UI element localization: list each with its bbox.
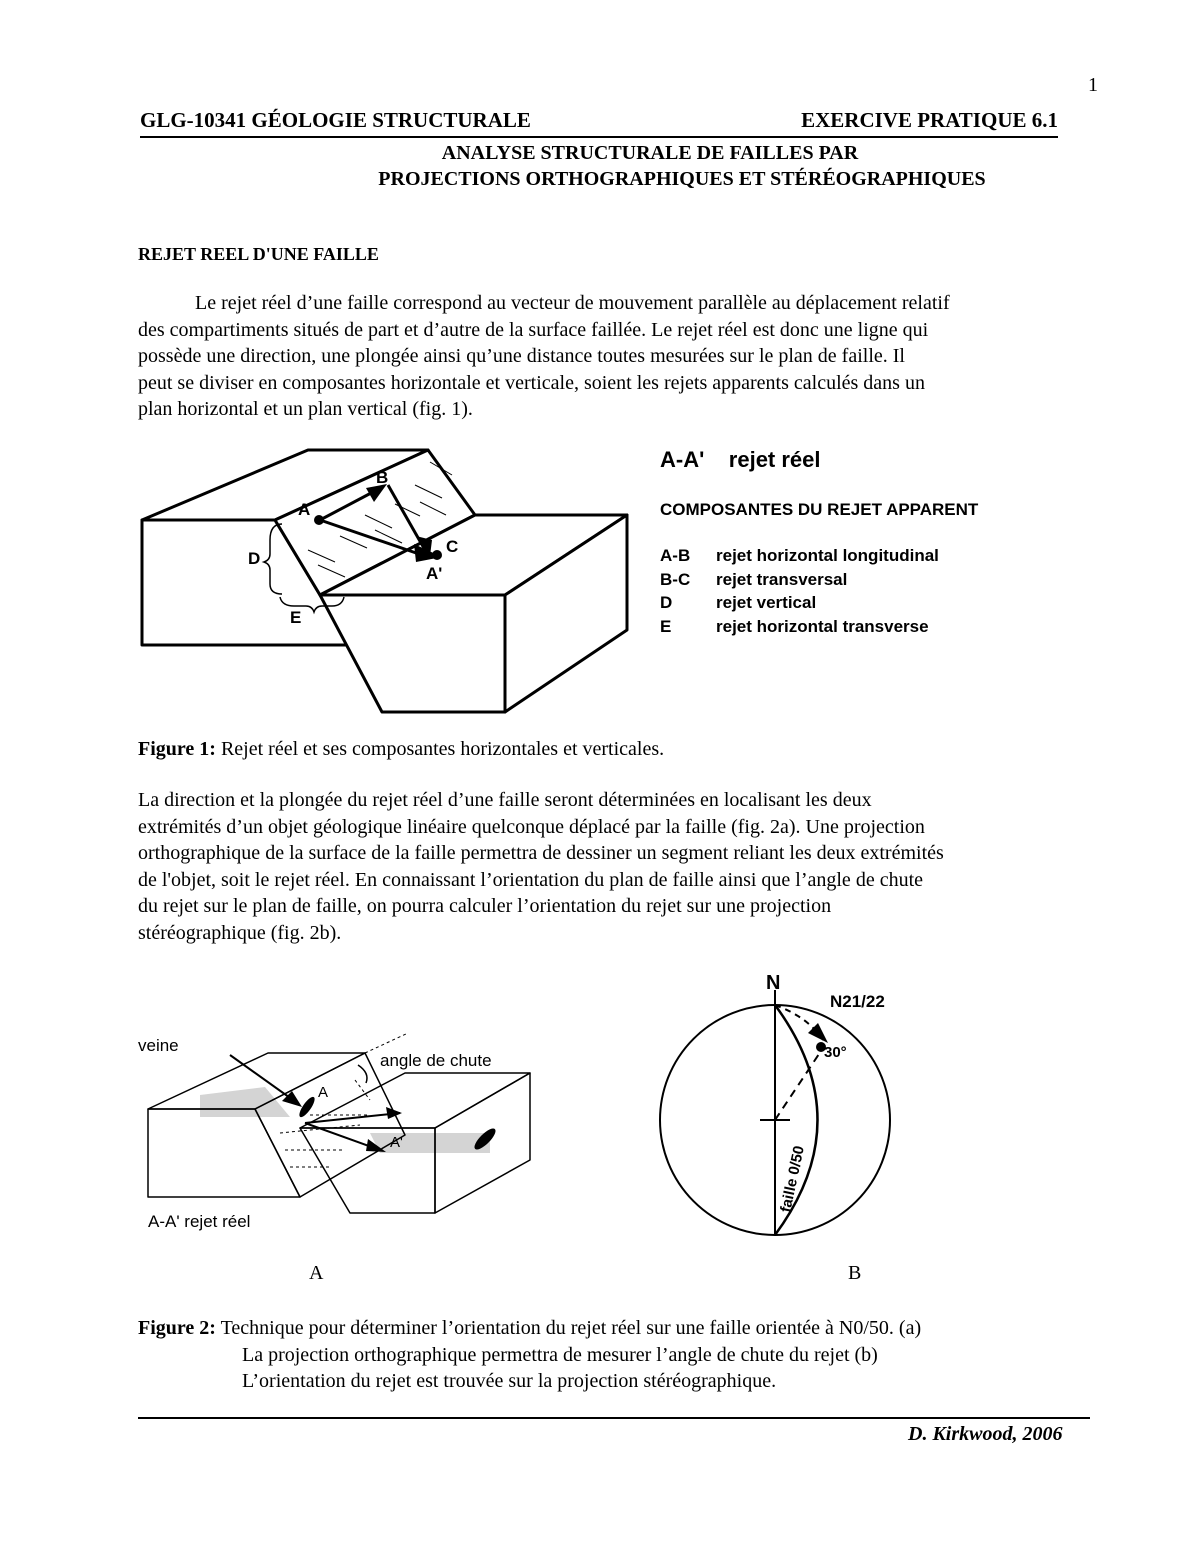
legend-title: A-A' rejet réel xyxy=(660,447,821,472)
label-a: A xyxy=(318,1084,329,1101)
label-angle: 30° xyxy=(824,1044,847,1061)
figure-2a-block-diagram xyxy=(130,1025,540,1240)
label-fault-plane: faille 0/50 xyxy=(777,1144,808,1214)
legend-row xyxy=(660,593,939,617)
figure-2b-stereonet xyxy=(650,965,910,1245)
label-lineation: N21/22 xyxy=(830,992,885,1011)
legend-key: A-B xyxy=(660,546,691,565)
vein-end-a xyxy=(297,1095,317,1119)
legend-row xyxy=(660,617,939,641)
label-a-prime: A' xyxy=(426,564,443,583)
legend-heading: COMPOSANTES DU REJET APPARENT xyxy=(660,500,979,519)
paragraph-1 xyxy=(138,290,1098,423)
figure-1-caption-text: Rejet réel et ses composantes horizontales et verticales. xyxy=(215,738,665,760)
paragraph-2-line: La direction et la plongée du rejet réel d’une faille seront déterminées en localisant les deux xyxy=(138,789,872,811)
course-title: GLG-10341 GÉOLOGIE STRUCTURALE xyxy=(140,108,531,132)
label-angle-de-chute: angle de chute xyxy=(380,1051,492,1070)
figure-1-caption-label: Figure 1: xyxy=(138,738,216,760)
figure-2-caption-line: L’orientation du rejet est trouvée sur la projection stéréographique. xyxy=(242,1370,777,1392)
legend-row xyxy=(660,546,939,570)
legend-key: B-C xyxy=(660,569,691,589)
label-rejet-reel: A-A' rejet réel xyxy=(148,1212,251,1231)
lineation-arrow xyxy=(808,1023,828,1043)
label-c: C xyxy=(446,537,459,556)
legend-text: rejet horizontal transverse xyxy=(716,616,929,636)
paragraph-2-line: du rejet sur le plan de faille, on pourra calculer l’orientation du rejet sur une projection xyxy=(138,895,832,917)
paragraph-2 xyxy=(138,787,1098,946)
paragraph-2-line: de l'objet, soit le rejet réel. En connaissant l’orientation du plan de faille ainsi que l’angle de chute xyxy=(138,868,923,891)
legend-table xyxy=(660,546,939,640)
fault-plane xyxy=(255,1053,405,1197)
document-title-line-1: ANALYSE STRUCTURALE DE FAILLES PAR xyxy=(441,142,859,164)
figure-2-caption xyxy=(138,1315,1098,1395)
legend-row xyxy=(660,570,939,594)
section-title: REJET REEL D'UNE FAILLE xyxy=(138,244,379,264)
label-a: A xyxy=(298,500,311,519)
point-a xyxy=(314,515,324,525)
paragraph-2-line: orthographique de la surface de la faille permettra de dessiner un segment reliant les deux extrémités xyxy=(138,842,944,864)
vein-band-right xyxy=(370,1133,490,1153)
legend-key: D xyxy=(660,593,673,612)
paragraph-1-line: peut se diviser en composantes horizontale et verticale, soient les rejets apparents calculés dans un xyxy=(138,371,925,394)
figure-2-caption-label: Figure 2: xyxy=(138,1317,216,1339)
paragraph-1-line: Le rejet réel d’une faille correspond au vecteur de mouvement parallèle au déplacement relatif xyxy=(195,292,950,314)
angle-arc xyxy=(358,1065,367,1083)
figure-1-caption xyxy=(138,738,664,761)
footer-rule xyxy=(138,1417,1090,1419)
label-e: E xyxy=(290,608,302,627)
figure-2-caption-line: Technique pour déterminer l’orientation du rejet réel sur une faille orientée à N0/50. (a) xyxy=(215,1317,922,1339)
page-number: 1 xyxy=(1088,74,1098,96)
label-north: N xyxy=(766,972,781,994)
point-a-prime xyxy=(432,550,442,560)
legend-text: rejet vertical xyxy=(716,593,817,612)
vector-horizontal-head xyxy=(386,1107,402,1119)
paragraph-1-line: plan horizontal et un plan vertical (fig. 1). xyxy=(138,398,473,420)
paragraph-1-line: des compartiments situés de part et d’autre de la surface faillée. Le rejet réel est donc une ligne qui xyxy=(138,318,929,341)
right-block-front xyxy=(320,595,505,712)
author: D. Kirkwood, 2006 xyxy=(908,1423,1063,1445)
legend-text: rejet horizontal longitudinal xyxy=(716,546,939,565)
figure-1-block-diagram xyxy=(130,440,640,720)
legend-text: rejet transversal xyxy=(716,569,848,589)
figure-2b-label: B xyxy=(848,1262,862,1284)
page-header xyxy=(140,108,1058,138)
label-b: B xyxy=(376,468,389,487)
figure-2-caption-line: La projection orthographique permettra de mesurer l’angle de chute du rejet (b) xyxy=(242,1343,878,1366)
paragraph-2-line: stéréographique (fig. 2b). xyxy=(138,921,342,944)
label-veine: veine xyxy=(138,1036,179,1055)
figure-2a-label: A xyxy=(309,1262,324,1284)
document-title-line-2: PROJECTIONS ORTHOGRAPHIQUES ET STÉRÉOGRAPHIQUES xyxy=(378,168,986,190)
paragraph-1-line: possède une direction, une plongée ainsi qu’une distance toutes mesurées sur le plan de faille. Il xyxy=(138,345,905,367)
paragraph-2-line: extrémités d’un objet géologique linéaire quelconque déplacé par la faille (fig. 2a). Une projection xyxy=(138,815,925,838)
legend-key: E xyxy=(660,616,672,636)
label-d: D xyxy=(248,549,261,568)
exercise-title: EXERCIVE PRATIQUE 6.1 xyxy=(801,108,1058,132)
vein-band-left xyxy=(200,1087,290,1117)
label-a-prime: A' xyxy=(390,1134,403,1151)
